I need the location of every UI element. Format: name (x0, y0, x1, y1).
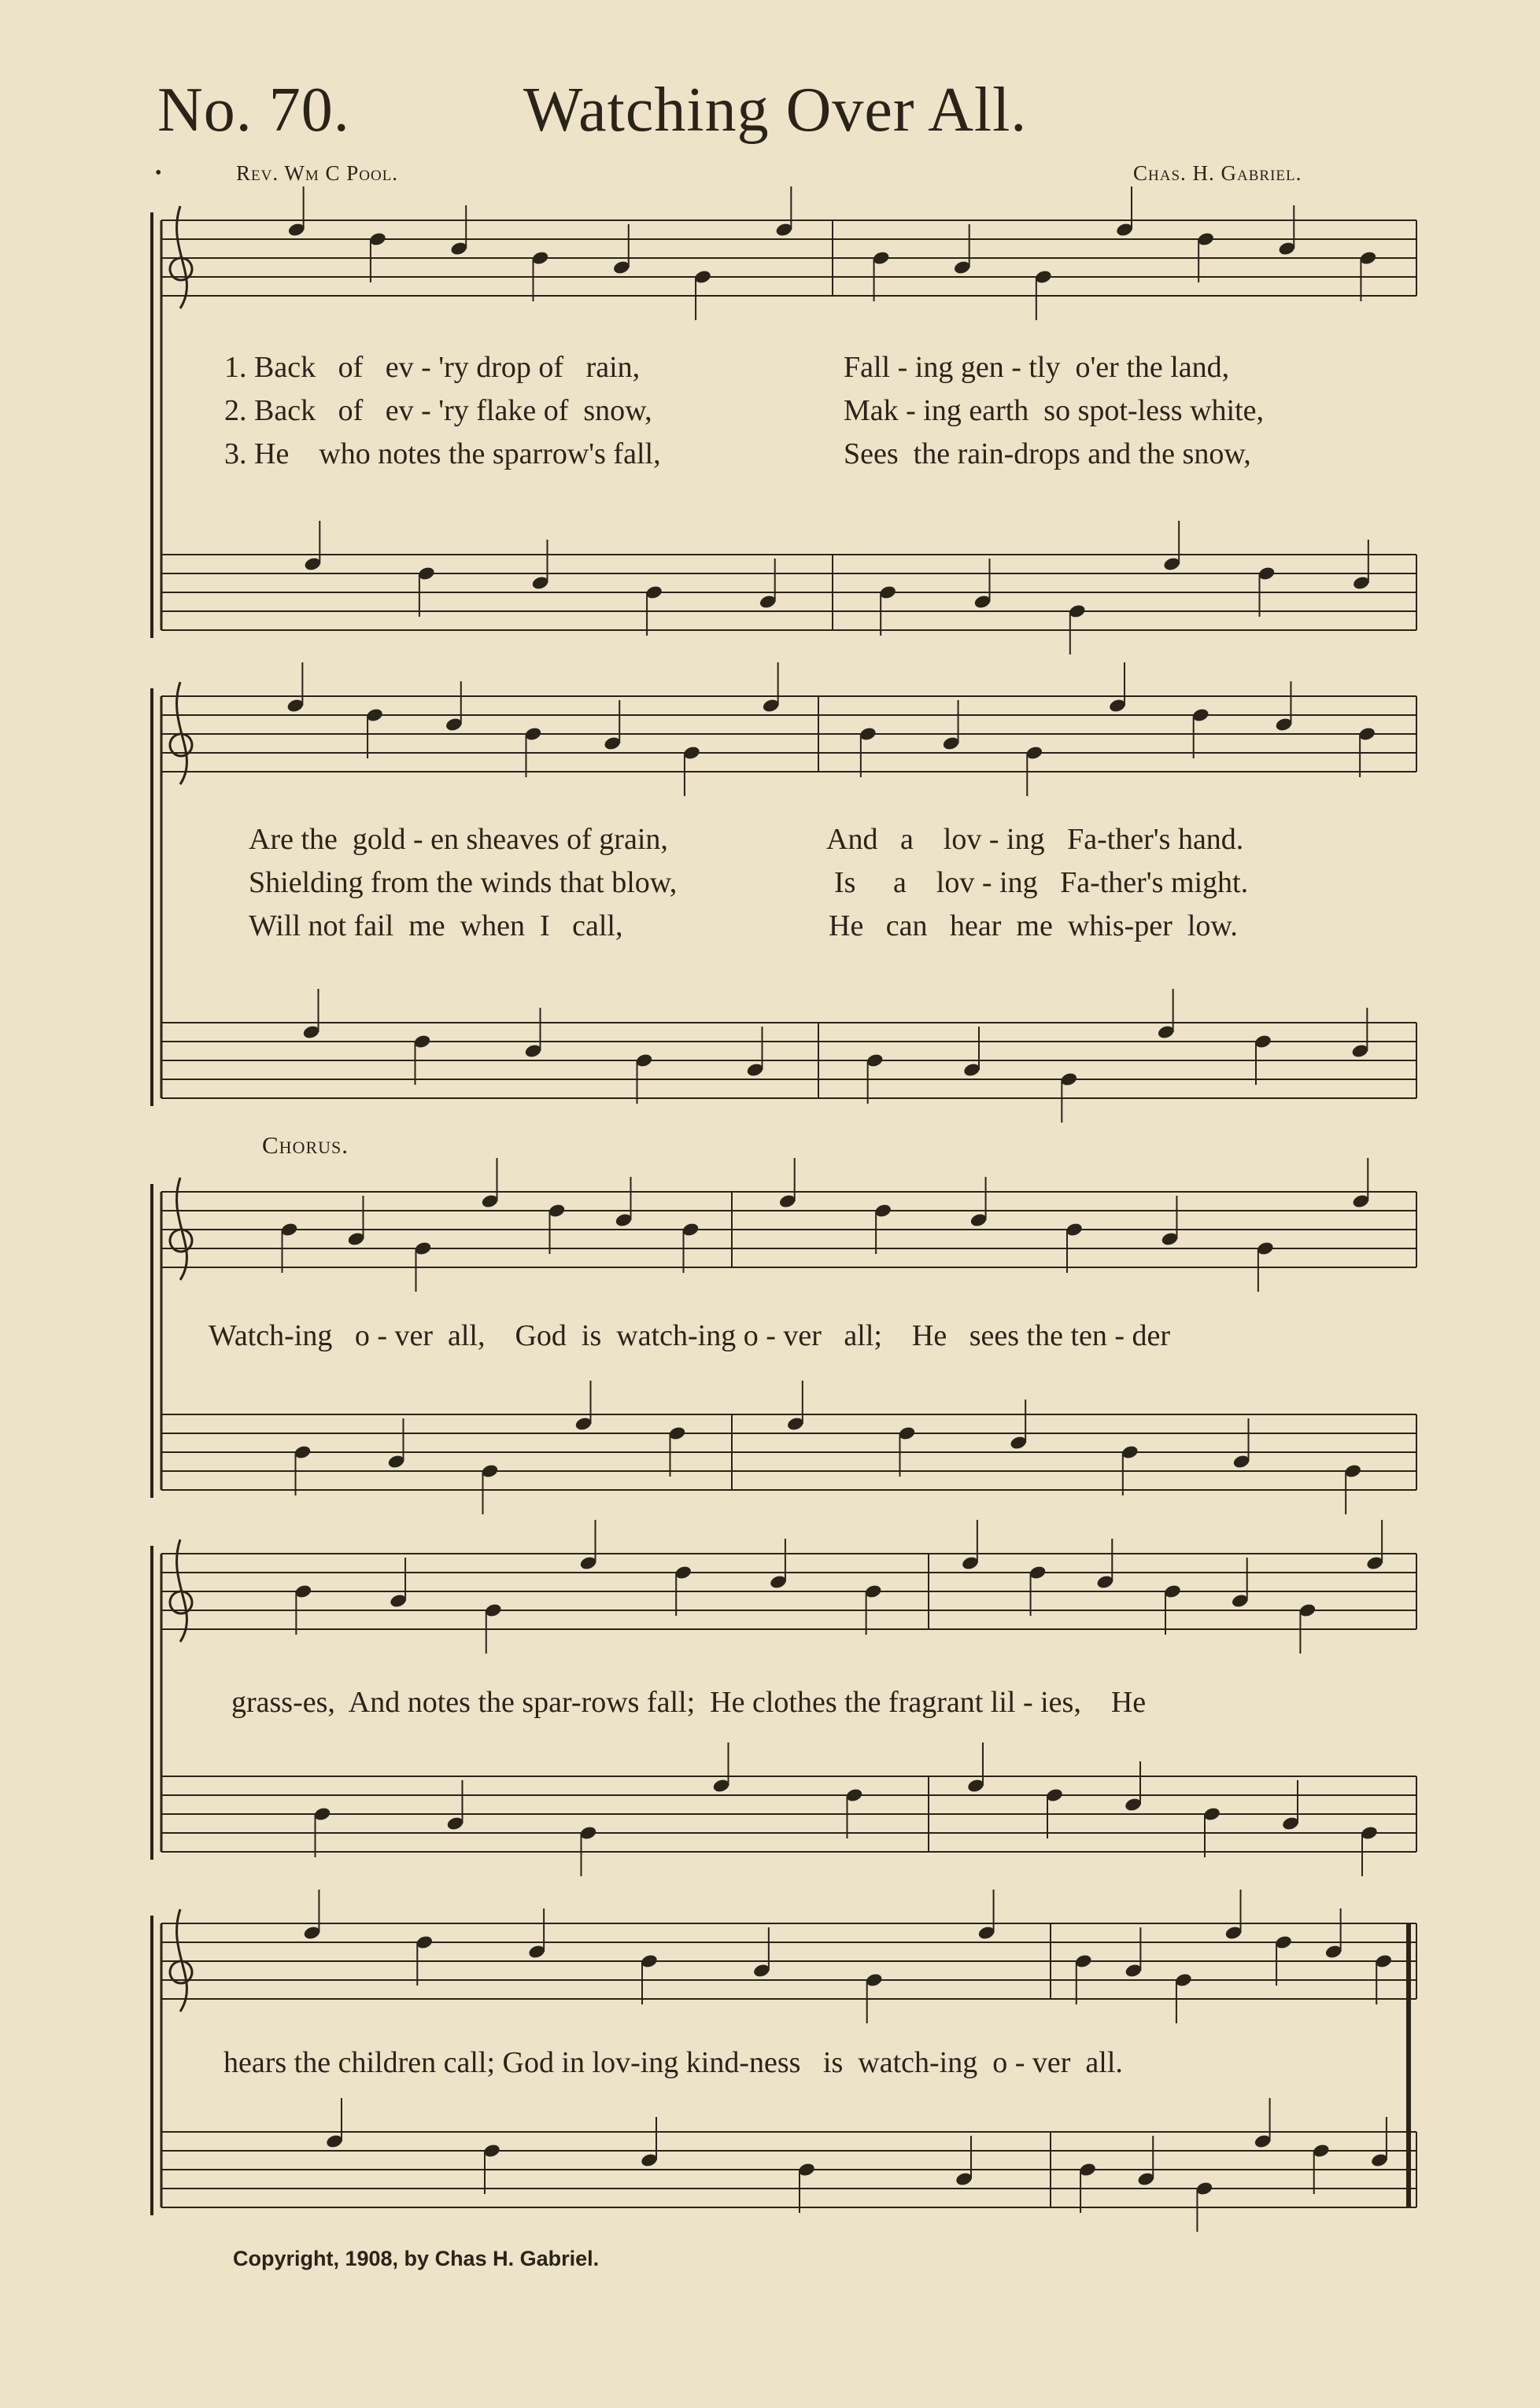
chorus-line2: grass-es, And notes the spar-rows fall; He clothes the fragrant lil - ies, He (231, 1686, 1147, 1719)
chorus-line1: Watch-ing o - ver all, God is watch-ing o - ver all; He sees the ten - der (209, 1319, 1171, 1352)
verse3-line4: He can hear me whis-per low. (829, 909, 1238, 942)
copyright-notice: Copyright, 1908, by Chas H. Gabriel. (233, 2247, 600, 2270)
verse1-line4: And a lov - ing Fa-ther's hand. (826, 823, 1244, 856)
chorus-line3: hears the children call; God in lov-ing kind-ness is watch-ing o - ver all. (223, 2046, 1123, 2079)
verse2-line1: 2. Back of ev - 'ry flake of snow, (224, 394, 652, 427)
verse1-line3: Are the gold - en sheaves of grain, (249, 823, 668, 856)
verse1-line2: Fall - ing gen - tly o'er the land, (844, 351, 1230, 384)
chorus-label: Chorus. (262, 1131, 349, 1159)
verse3-line2: Sees the rain-drops and the snow, (844, 437, 1251, 470)
bullet-mark: • (155, 163, 162, 183)
verse2-line3: Shielding from the winds that blow, (249, 866, 678, 899)
verse3-line3: Will not fail me when I call, (249, 909, 623, 942)
hymn-title: Watching Over All. (523, 76, 1028, 145)
composer-credit: Chas. H. Gabriel. (1133, 161, 1302, 185)
verse2-line2: Mak - ing earth so spot-less white, (844, 394, 1265, 427)
lyricist-credit: Rev. Wm C Pool. (236, 161, 399, 185)
verse2-line4: Is a lov - ing Fa-ther's might. (834, 866, 1249, 899)
hymn-number: No. 70. (157, 76, 350, 145)
verse1-line1: 1. Back of ev - 'ry drop of rain, (224, 351, 641, 384)
verse3-line1: 3. He who notes the sparrow's fall, (224, 437, 661, 470)
